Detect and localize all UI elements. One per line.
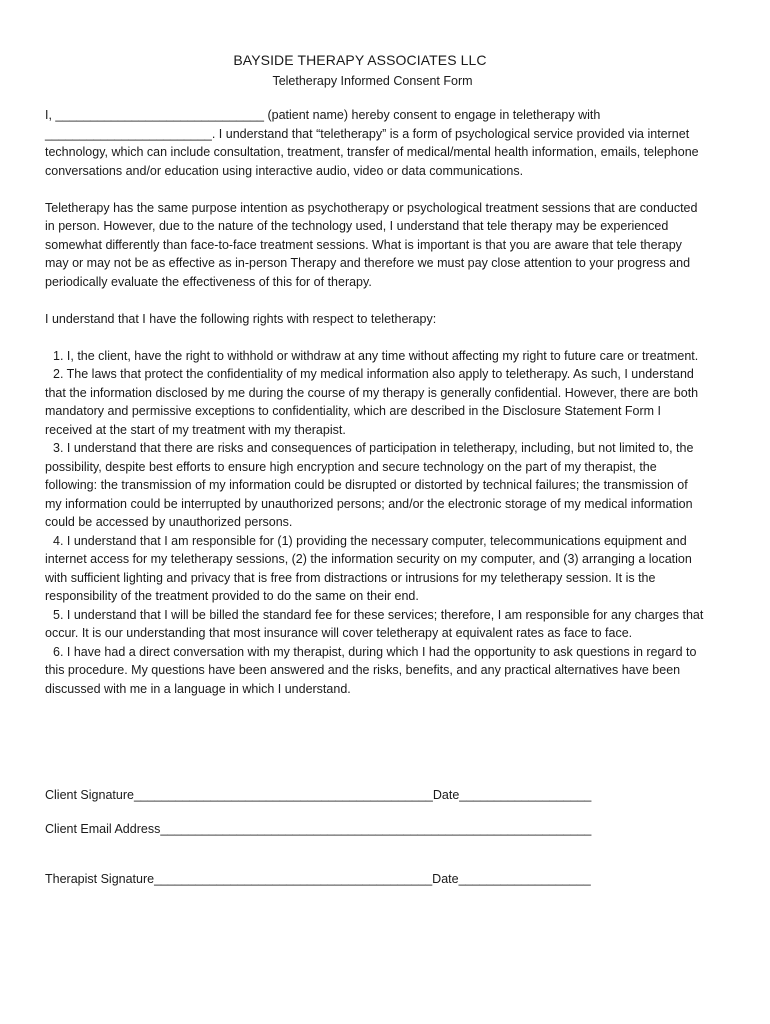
intro-paragraph: I, ______________________________ (patient name) hereby consent to engage in teletherapy with ________________________. I understand that “teletherapy” is a form of psychological service provided via internet technology, which can include consultation, treatment, transfer of medical/mental health information, emails, telephone conversations and/or education using interactive audio, video or data communications. <box>45 108 699 178</box>
rights-list <box>45 347 705 699</box>
rights-list-item-4: 4. I understand that I am responsible for (1) providing the necessary computer, telecommunications equipment and internet access for my teletherapy sessions, (2) the information security on my computer, and (3) arranging a location with sufficient lighting and privacy that is free from distractions or intrusions for my teletherapy session. It is the responsibility of the treatment provided to do the same on their end. <box>45 533 692 603</box>
purpose-paragraph: Teletherapy has the same purpose intention as psychotherapy or psychological treatment sessions that are conducted in person. However, due to the nature of the technology used, I understand that tele therapy may be experienced somewhat differently than face-to-face treatment sessions. What is important is that you are aware that tele therapy may or may not be as effective as in-person Therapy and therefore we must pay close attention to your progress and periodically evaluate the effectiveness of this for of therapy. <box>45 200 698 289</box>
therapist-signature-line[interactable]: Therapist Signature________________________________________Date___________________ <box>45 872 591 886</box>
client-signature-line[interactable]: Client Signature___________________________________________Date___________________ <box>45 788 592 802</box>
organization-name: BAYSIDE THERAPY ASSOCIATES LLC <box>233 52 487 68</box>
form-body <box>45 106 705 698</box>
rights-heading: I understand that I have the following rights with respect to teletherapy: <box>45 311 437 326</box>
rights-list-item-5: 5. I understand that I will be billed the standard fee for these services; therefore, I am responsible for any charges that occur. It is our understanding that most insurance will cover teletherapy at equivalent rates as face to face. <box>45 607 704 640</box>
rights-list-item-2: 2. The laws that protect the confidentiality of my medical information also apply to teletherapy. As such, I understand that the information disclosed by me during the course of my therapy is generally confidential. However, there are both mandatory and permissive exceptions to confidentiality, which are described in the Disclosure Statement Form I received at the start of my treatment with my therapist. <box>45 367 699 437</box>
rights-list-item-6: 6. I have had a direct conversation with my therapist, during which I had the opportunity to ask questions in regard to this procedure. My questions have been answered and the risks, benefits, and any practical alternatives have been discussed with me in a language in which I understand. <box>45 644 697 696</box>
form-title: Teletherapy Informed Consent Form <box>272 74 473 88</box>
rights-list-item-1: 1. I, the client, have the right to withhold or withdraw at any time without affecting my right to future care or treatment. <box>53 348 699 363</box>
client-email-line[interactable]: Client Email Address______________________________________________________________ <box>45 822 592 836</box>
rights-list-item-3: 3. I understand that there are risks and consequences of participation in teletherapy, including, but not limited to, the possibility, despite best efforts to ensure high encryption and secure technology on the part of my therapist, the following: the transmission of my information could be disrupted or distorted by technical failures; the transmission of my information could be interrupted by unauthorized persons; and/or the electronic storage of my medical information could be accessed by unauthorized persons. <box>45 441 694 529</box>
